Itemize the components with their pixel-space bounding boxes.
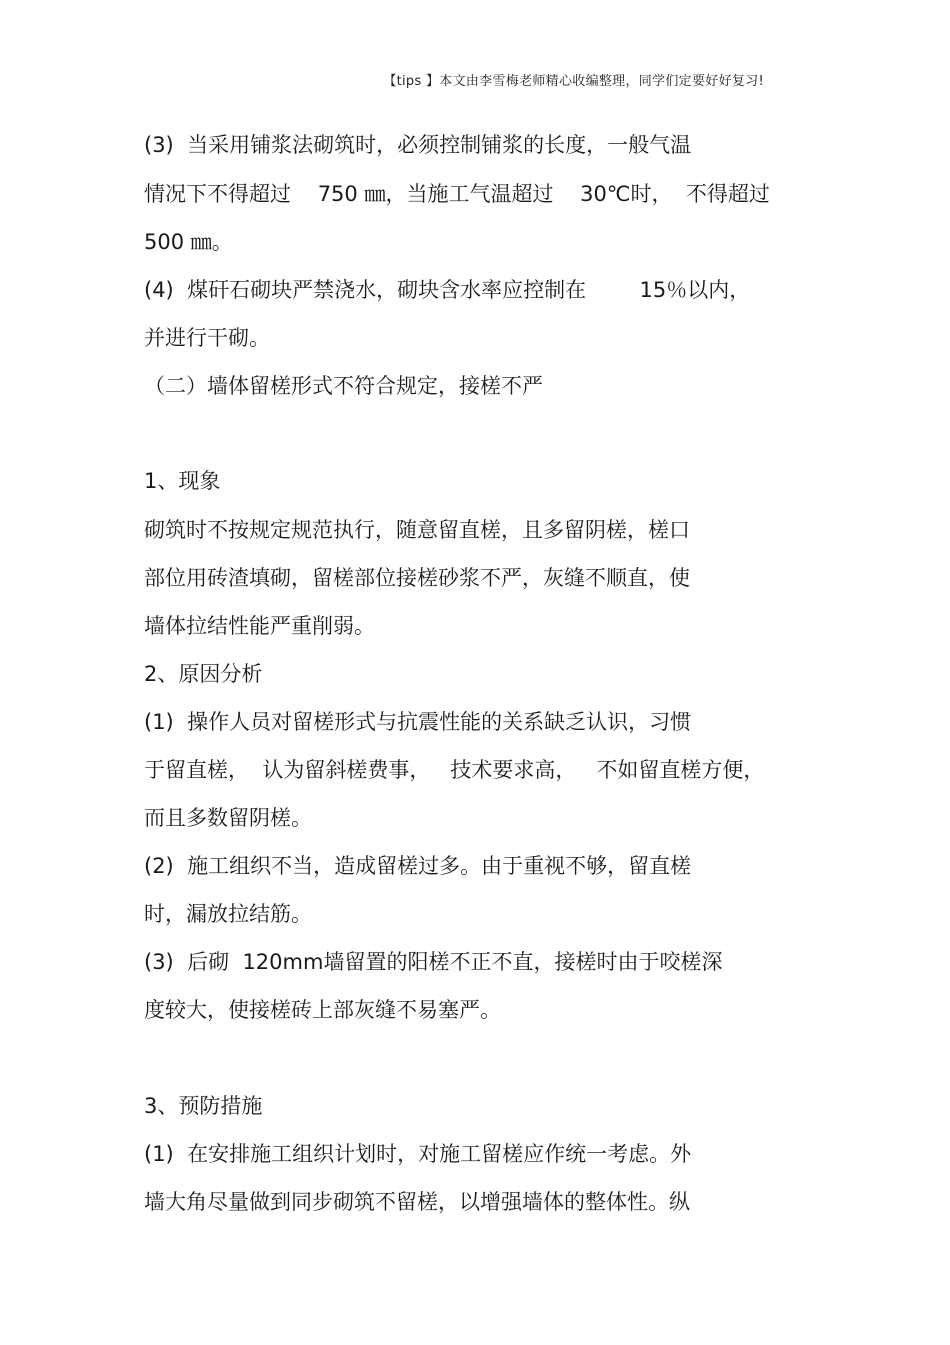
text-line: (3) 当采用铺浆法砌筑时，必须控制铺浆的长度，一般气温 (144, 133, 692, 157)
text-line: 500 ㎜。 (144, 230, 233, 254)
text-line: 墙体拉结性能严重削弱。 (144, 614, 375, 638)
text-line: (1) 操作人员对留槎形式与抗震性能的关系缺乏认识，习惯 (144, 710, 692, 734)
subsection-heading: 2、原因分析 (144, 662, 263, 686)
text-line: 砌筑时不按规定规范执行，随意留直槎，且多留阴槎，槎口 (144, 518, 690, 542)
text-line: 于留直槎， 认为留斜槎费事， 技术要求高， 不如留直槎方便， (144, 758, 765, 782)
text-line: 情况下不得超过 750 ㎜，当施工气温超过 30℃时， 不得超过 (144, 182, 770, 206)
header-tip: 【tips 】本文由李雪梅老师精心收编整理，同学们定要好好复习! (383, 74, 764, 89)
text-line: (2) 施工组织不当，造成留槎过多。由于重视不够，留直槎 (144, 854, 692, 878)
text-line: 墙大角尽量做到同步砌筑不留槎，以增强墙体的整体性。纵 (144, 1190, 690, 1214)
text-line: 部位用砖渣填砌，留槎部位接槎砂浆不严，灰缝不顺直，使 (144, 566, 690, 590)
subsection-heading: 1、现象 (144, 469, 221, 493)
subsection-heading: 3、预防措施 (144, 1094, 263, 1118)
text-line: 度较大，使接槎砖上部灰缝不易塞严。 (144, 998, 501, 1022)
text-line: (3) 后砌 120mm墙留置的阳槎不正不直，接槎时由于咬槎深 (144, 950, 723, 974)
text-line: (4) 煤矸石砌块严禁浇水，砌块含水率应控制在 15％以内， (144, 278, 751, 302)
section-heading: （二）墙体留槎形式不符合规定，接槎不严 (144, 374, 543, 398)
text-line: 而且多数留阴槎。 (144, 806, 312, 830)
text-line: (1) 在安排施工组织计划时，对施工留槎应作统一考虑。外 (144, 1142, 692, 1166)
text-line: 时，漏放拉结筋。 (144, 902, 312, 926)
text-line: 并进行干砌。 (144, 326, 270, 350)
